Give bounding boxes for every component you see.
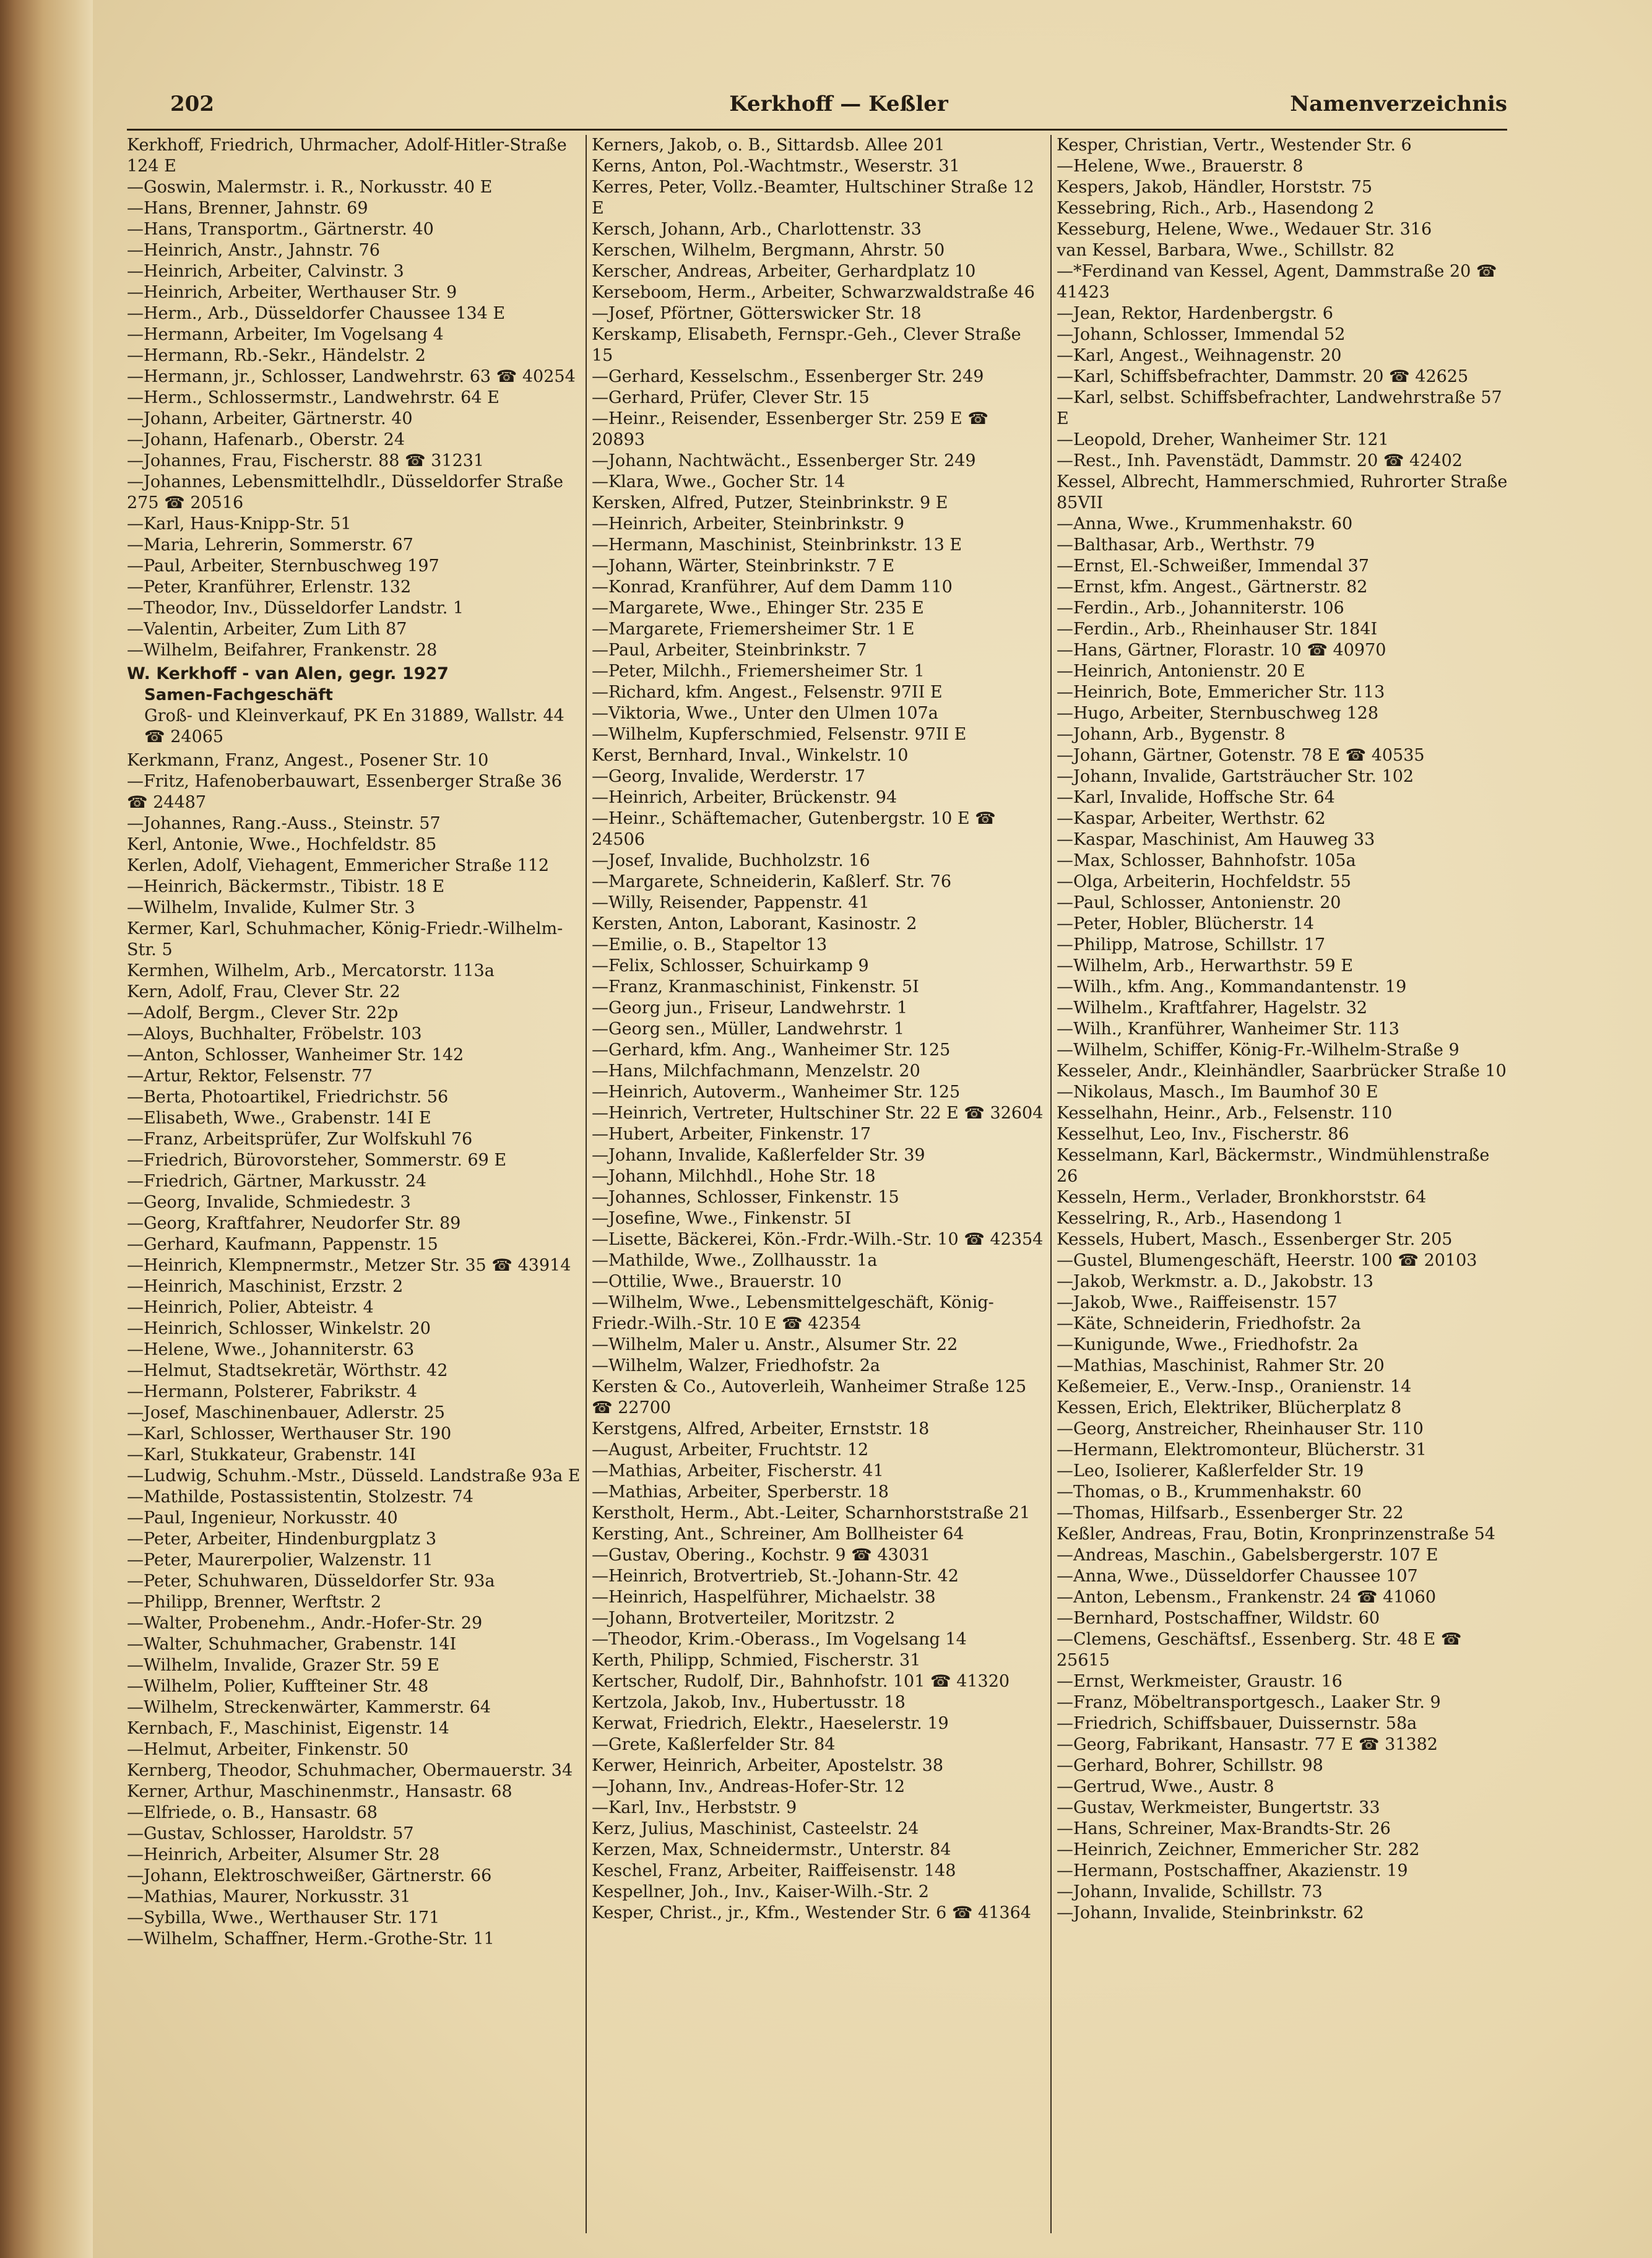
directory-entry: Kernberg, Theodor, Schuhmacher, Obermauerstr. 34 bbox=[127, 1761, 573, 1780]
directory-columns bbox=[127, 135, 1510, 2233]
directory-entry: —Wilh., kfm. Ang., Kommandantenstr. 19 bbox=[1057, 977, 1407, 997]
directory-entry: —Georg, Anstreicher, Rheinhauser Str. 110 bbox=[1057, 1419, 1424, 1438]
directory-entry: —Felix, Schlosser, Schuirkamp 9 bbox=[592, 956, 869, 975]
page-header bbox=[170, 92, 1507, 129]
directory-entry: —Hermann, Rb.-Sekr., Händelstr. 2 bbox=[127, 346, 426, 365]
directory-entry: —Helene, Wwe., Johanniterstr. 63 bbox=[127, 1340, 415, 1359]
directory-entry: —Paul, Arbeiter, Steinbrinkstr. 7 bbox=[592, 641, 867, 660]
directory-entry: —Andreas, Maschin., Gabelsbergerstr. 107 E bbox=[1057, 1546, 1438, 1565]
directory-entry: —Johann, Brotverteiler, Moritzstr. 2 bbox=[592, 1609, 896, 1628]
directory-entry: —Karl, Inv., Herbststr. 9 bbox=[592, 1798, 797, 1817]
directory-entry: —Aloys, Buchhalter, Fröbelstr. 103 bbox=[127, 1024, 422, 1044]
directory-entry: —Wilhelm, Schaffner, Herm.-Grothe-Str. 11 bbox=[127, 1929, 495, 1949]
directory-entry: —Johann, Nachtwächt., Essenberger Str. 249 bbox=[592, 451, 976, 470]
directory-entry: —Wilhelm, Invalide, Grazer Str. 59 E bbox=[127, 1656, 439, 1675]
directory-entry: Kerseboom, Herm., Arbeiter, Schwarzwaldstraße 46 bbox=[592, 283, 1035, 302]
directory-entry: —Ernst, El.-Schweißer, Immendal 37 bbox=[1057, 556, 1369, 576]
directory-entry: —Hermann, Maschinist, Steinbrinkstr. 13 E bbox=[592, 535, 962, 555]
directory-entry: —Gustav, Werkmeister, Bungertstr. 33 bbox=[1057, 1798, 1380, 1817]
directory-entry: —Mathias, Arbeiter, Sperberstr. 18 bbox=[592, 1482, 889, 1502]
directory-entry: —Friedrich, Gärtner, Markusstr. 24 bbox=[127, 1172, 427, 1191]
advertisement-text: Groß- und Kleinverkauf, PK En 31889, Wallstr. 44 ☎ 24065 bbox=[144, 706, 564, 746]
directory-entry: van Kessel, Barbara, Wwe., Schillstr. 82 bbox=[1057, 241, 1395, 260]
directory-entry: —Thomas, Hilfsarb., Essenberger Str. 22 bbox=[1057, 1503, 1404, 1523]
directory-entry: —Jean, Rektor, Hardenbergstr. 6 bbox=[1057, 304, 1333, 323]
directory-entry: —Hans, Brenner, Jahnstr. 69 bbox=[127, 199, 368, 218]
directory-entry: —Philipp, Brenner, Werftstr. 2 bbox=[127, 1593, 382, 1612]
directory-entry: —Rest., Inh. Pavenstädt, Dammstr. 20 ☎ 42402 bbox=[1057, 451, 1463, 470]
directory-entry: Kernbach, F., Maschinist, Eigenstr. 14 bbox=[127, 1719, 449, 1738]
directory-entry: —Friedrich, Bürovorsteher, Sommerstr. 69 E bbox=[127, 1151, 507, 1170]
directory-entry: Kerscher, Andreas, Arbeiter, Gerhardplatz 10 bbox=[592, 262, 976, 281]
directory-column-1 bbox=[127, 135, 586, 2233]
directory-entry: —Johannes, Schlosser, Finkenstr. 15 bbox=[592, 1188, 899, 1207]
directory-entry: —Georg, Invalide, Schmiedestr. 3 bbox=[127, 1193, 411, 1212]
directory-entry: —Friedrich, Schiffsbauer, Duissernstr. 58a bbox=[1057, 1714, 1417, 1733]
directory-entry: —Heinrich, Vertreter, Hultschiner Str. 22 E ☎ 32604 bbox=[592, 1104, 1044, 1123]
directory-entry: —Goswin, Malermstr. i. R., Norkusstr. 40 E bbox=[127, 178, 493, 197]
header-rule bbox=[127, 129, 1507, 131]
directory-entry: Kerskamp, Elisabeth, Fernspr.-Geh., Clever Straße 15 bbox=[592, 325, 1021, 365]
directory-entry: —Wilhelm., Kraftfahrer, Hagelstr. 32 bbox=[1057, 998, 1368, 1018]
directory-entry: —Kaspar, Maschinist, Am Hauweg 33 bbox=[1057, 830, 1375, 849]
directory-entry: —*Ferdinand van Kessel, Agent, Dammstraße 20 ☎ 41423 bbox=[1057, 262, 1497, 302]
directory-entry: —Gustav, Schlosser, Haroldstr. 57 bbox=[127, 1824, 414, 1843]
directory-entry: —Heinrich, Arbeiter, Steinbrinkstr. 9 bbox=[592, 514, 904, 534]
directory-entry: Kerl, Antonie, Wwe., Hochfeldstr. 85 bbox=[127, 835, 437, 854]
directory-entry: —Ludwig, Schuhm.-Mstr., Düsseld. Landstraße 93a E bbox=[127, 1466, 581, 1486]
directory-entry: Kesseburg, Helene, Wwe., Wedauer Str. 316 bbox=[1057, 220, 1432, 239]
directory-entry: —Emilie, o. B., Stapeltor 13 bbox=[592, 935, 828, 954]
directory-entry: —Heinrich, Maschinist, Erzstr. 2 bbox=[127, 1277, 404, 1296]
directory-entry: Kessel, Albrecht, Hammerschmied, Ruhrorter Straße 85VII bbox=[1057, 472, 1508, 513]
directory-entry: —Ferdin., Arb., Johanniterstr. 106 bbox=[1057, 599, 1344, 618]
directory-entry: —Gustav, Obering., Kochstr. 9 ☎ 43031 bbox=[592, 1546, 931, 1565]
directory-entry: Kessebring, Rich., Arb., Hasendong 2 bbox=[1057, 199, 1375, 218]
directory-entry: Kesseler, Andr., Kleinhändler, Saarbrücker Straße 10 bbox=[1057, 1062, 1507, 1081]
directory-entry: —Heinrich, Arbeiter, Calvinstr. 3 bbox=[127, 262, 404, 281]
directory-entry: —Heinrich, Klempnermstr., Metzer Str. 35 ☎ 43914 bbox=[127, 1256, 571, 1275]
directory-entry: —Heinrich, Haspelführer, Michaelstr. 38 bbox=[592, 1588, 936, 1607]
page-number: 202 bbox=[170, 92, 214, 116]
directory-entry: Kerres, Peter, Vollz.-Beamter, Hultschiner Straße 12 E bbox=[592, 178, 1034, 218]
directory-entry: —Johannes, Frau, Fischerstr. 88 ☎ 31231 bbox=[127, 451, 485, 470]
directory-entry: Kerwat, Friedrich, Elektr., Haeselerstr. 19 bbox=[592, 1714, 949, 1733]
directory-entry: —Josef, Maschinenbauer, Adlerstr. 25 bbox=[127, 1403, 445, 1422]
directory-entry: —Hans, Transportm., Gärtnerstr. 40 bbox=[127, 220, 434, 239]
directory-entry: —Valentin, Arbeiter, Zum Lith 87 bbox=[127, 620, 407, 639]
directory-entry: —Helmut, Arbeiter, Finkenstr. 50 bbox=[127, 1740, 409, 1759]
directory-entry: —Johann, Invalide, Kaßlerfelder Str. 39 bbox=[592, 1146, 925, 1165]
directory-entry: —Johann, Inv., Andreas-Hofer-Str. 12 bbox=[592, 1777, 906, 1796]
directory-entry: Kermhen, Wilhelm, Arb., Mercatorstr. 113a bbox=[127, 961, 495, 980]
directory-entry: —Josef, Pförtner, Götterswicker Str. 18 bbox=[592, 304, 922, 323]
directory-entry: —Jakob, Wwe., Raiffeisenstr. 157 bbox=[1057, 1293, 1338, 1312]
directory-entry: —Willy, Reisender, Pappenstr. 41 bbox=[592, 893, 870, 912]
directory-entry: Kerth, Philipp, Schmied, Fischerstr. 31 bbox=[592, 1651, 921, 1670]
directory-entry: —Berta, Photoartikel, Friedrichstr. 56 bbox=[127, 1088, 449, 1107]
directory-entry: —Karl, Stukkateur, Grabenstr. 14I bbox=[127, 1445, 416, 1464]
directory-entry: Kesseln, Herm., Verlader, Bronkhorststr. 64 bbox=[1057, 1188, 1427, 1207]
directory-entry: Kerwer, Heinrich, Arbeiter, Apostelstr. 38 bbox=[592, 1756, 944, 1775]
directory-entry: —Leo, Isolierer, Kaßlerfelder Str. 19 bbox=[1057, 1461, 1364, 1481]
directory-entry: —Johann, Elektroschweißer, Gärtnerstr. 66 bbox=[127, 1866, 492, 1885]
directory-entry: —Käte, Schneiderin, Friedhofstr. 2a bbox=[1057, 1314, 1361, 1333]
directory-entry: Kespellner, Joh., Inv., Kaiser-Wilh.-Str. 2 bbox=[592, 1882, 929, 1901]
directory-entry: —Peter, Schuhwaren, Düsseldorfer Str. 93a bbox=[127, 1572, 495, 1591]
directory-entry: —Heinrich, Arbeiter, Brückenstr. 94 bbox=[592, 788, 897, 807]
directory-entry: —Wilhelm, Beifahrer, Frankenstr. 28 bbox=[127, 641, 438, 660]
directory-entry: —Konrad, Kranführer, Auf dem Damm 110 bbox=[592, 577, 953, 597]
directory-entry: Kerners, Jakob, o. B., Sittardsb. Allee 201 bbox=[592, 136, 945, 155]
directory-entry: —Peter, Arbeiter, Hindenburgplatz 3 bbox=[127, 1529, 437, 1549]
directory-entry: Kerns, Anton, Pol.-Wachtmstr., Weserstr. 31 bbox=[592, 157, 960, 176]
directory-entry: —Heinrich, Bote, Emmericher Str. 113 bbox=[1057, 683, 1385, 702]
directory-entry: —Balthasar, Arb., Werthstr. 79 bbox=[1057, 535, 1315, 555]
directory-entry: —Anna, Wwe., Krummenhakstr. 60 bbox=[1057, 514, 1353, 534]
directory-entry: Kersten & Co., Autoverleih, Wanheimer Straße 125 ☎ 22700 bbox=[592, 1377, 1027, 1417]
directory-entry: Kesper, Christ., jr., Kfm., Westender Str. 6 ☎ 41364 bbox=[592, 1903, 1031, 1923]
directory-entry: —Peter, Maurerpolier, Walzenstr. 11 bbox=[127, 1551, 433, 1570]
directory-entry: —Anton, Lebensm., Frankenstr. 24 ☎ 41060 bbox=[1057, 1588, 1437, 1607]
directory-entry: —Johann, Invalide, Steinbrinkstr. 62 bbox=[1057, 1903, 1364, 1923]
directory-entry: —Paul, Ingenieur, Norkusstr. 40 bbox=[127, 1508, 398, 1528]
directory-entry: —Heinrich, Autoverm., Wanheimer Str. 125 bbox=[592, 1083, 961, 1102]
directory-entry: Kesselring, R., Arb., Hasendong 1 bbox=[1057, 1209, 1344, 1228]
directory-entry: —Johann, Schlosser, Immendal 52 bbox=[1057, 325, 1346, 344]
directory-entry: —Hans, Milchfachmann, Menzelstr. 20 bbox=[592, 1062, 920, 1081]
directory-column-2 bbox=[586, 135, 1050, 2233]
directory-entry: Kerschen, Wilhelm, Bergmann, Ahrstr. 50 bbox=[592, 241, 945, 260]
directory-entry: —Wilhelm, Arb., Herwarthstr. 59 E bbox=[1057, 956, 1353, 975]
directory-entry: Kersch, Johann, Arb., Charlottenstr. 33 bbox=[592, 220, 922, 239]
directory-entry: —Max, Schlosser, Bahnhofstr. 105a bbox=[1057, 851, 1356, 870]
directory-entry: —Theodor, Inv., Düsseldorfer Landstr. 1 bbox=[127, 599, 464, 618]
directory-entry: —Wilhelm, Polier, Kuffteiner Str. 48 bbox=[127, 1677, 429, 1696]
directory-entry: —Gerhard, Bohrer, Schillstr. 98 bbox=[1057, 1756, 1323, 1775]
directory-entry: —Heinrich, Brotvertrieb, St.-Johann-Str. 42 bbox=[592, 1567, 959, 1586]
directory-entry: —Georg, Invalide, Werderstr. 17 bbox=[592, 767, 866, 786]
directory-entry: —Wilhelm, Kupferschmied, Felsenstr. 97II E bbox=[592, 725, 967, 744]
directory-entry: —Theodor, Krim.-Oberass., Im Vogelsang 14 bbox=[592, 1630, 967, 1649]
directory-entry: —Ferdin., Arb., Rheinhauser Str. 184I bbox=[1057, 620, 1378, 639]
directory-entry: —Wilhelm, Maler u. Anstr., Alsumer Str. 22 bbox=[592, 1335, 958, 1354]
directory-entry: —Hans, Schreiner, Max-Brandts-Str. 26 bbox=[1057, 1819, 1391, 1838]
directory-entry: —Wilhelm, Streckenwärter, Kammerstr. 64 bbox=[127, 1698, 491, 1717]
directory-entry: —Maria, Lehrerin, Sommerstr. 67 bbox=[127, 535, 413, 555]
directory-entry: —Wilhelm, Schiffer, König-Fr.-Wilhelm-Straße 9 bbox=[1057, 1040, 1460, 1060]
directory-entry: —Georg, Kraftfahrer, Neudorfer Str. 89 bbox=[127, 1214, 461, 1233]
directory-entry: Kerkmann, Franz, Angest., Posener Str. 10 bbox=[127, 751, 489, 770]
directory-entry: —Anton, Schlosser, Wanheimer Str. 142 bbox=[127, 1045, 464, 1065]
directory-entry: —Gerhard, Kaufmann, Pappenstr. 15 bbox=[127, 1235, 438, 1254]
directory-entry: —Johann, Milchhdl., Hohe Str. 18 bbox=[592, 1167, 876, 1186]
directory-entry: —Grete, Kaßlerfelder Str. 84 bbox=[592, 1735, 836, 1754]
directory-entry: —Margarete, Wwe., Ehinger Str. 235 E bbox=[592, 599, 924, 618]
directory-entry: —Gerhard, Kesselschm., Essenberger Str. 249 bbox=[592, 367, 984, 386]
directory-entry: —Wilhelm, Invalide, Kulmer Str. 3 bbox=[127, 898, 415, 917]
directory-entry: —Hermann, Postschaffner, Akazienstr. 19 bbox=[1057, 1861, 1408, 1880]
directory-entry: —Karl, Haus-Knipp-Str. 51 bbox=[127, 514, 352, 534]
directory-entry: —Mathias, Arbeiter, Fischerstr. 41 bbox=[592, 1461, 884, 1481]
directory-entry: Keßler, Andreas, Frau, Botin, Kronprinzenstraße 54 bbox=[1057, 1525, 1495, 1544]
directory-entry: —Hugo, Arbeiter, Sternbuschweg 128 bbox=[1057, 704, 1379, 723]
directory-entry: —Sybilla, Wwe., Werthauser Str. 171 bbox=[127, 1908, 440, 1927]
directory-entry: —Mathilde, Wwe., Zollhausstr. 1a bbox=[592, 1251, 878, 1270]
directory-entry: —Heinrich, Arbeiter, Alsumer Str. 28 bbox=[127, 1845, 440, 1864]
directory-entry: —Hans, Gärtner, Florastr. 10 ☎ 40970 bbox=[1057, 641, 1386, 660]
directory-entry: —Mathilde, Postassistentin, Stolzestr. 74 bbox=[127, 1487, 474, 1507]
directory-entry: —Wilhelm, Walzer, Friedhofstr. 2a bbox=[592, 1356, 881, 1375]
directory-entry: —Heinr., Reisender, Essenberger Str. 259 E ☎ 20893 bbox=[592, 409, 988, 449]
directory-entry: Kersten, Anton, Laborant, Kasinostr. 2 bbox=[592, 914, 917, 933]
directory-entry: Kerz, Julius, Maschinist, Casteelstr. 24 bbox=[592, 1819, 919, 1838]
directory-entry: Kesselhut, Leo, Inv., Fischerstr. 86 bbox=[1057, 1125, 1349, 1144]
directory-entry: —Peter, Hobler, Blücherstr. 14 bbox=[1057, 914, 1315, 933]
directory-entry: —Heinrich, Anstr., Jahnstr. 76 bbox=[127, 241, 380, 260]
directory-entry: —Peter, Milchh., Friemersheimer Str. 1 bbox=[592, 662, 925, 681]
directory-entry: Keßemeier, E., Verw.-Insp., Oranienstr. 14 bbox=[1057, 1377, 1412, 1396]
directory-entry: —Lisette, Bäckerei, Kön.-Frdr.-Wilh.-Str. 10 ☎ 42354 bbox=[592, 1230, 1044, 1249]
directory-entry: —Mathias, Maurer, Norkusstr. 31 bbox=[127, 1887, 411, 1906]
directory-entry: —Herm., Arb., Düsseldorfer Chaussee 134 E bbox=[127, 304, 506, 323]
directory-entry: Kerstholt, Herm., Abt.-Leiter, Scharnhorststraße 21 bbox=[592, 1503, 1031, 1523]
directory-entry: —Richard, kfm. Angest., Felsenstr. 97II E bbox=[592, 683, 943, 702]
directory-entry: —Jakob, Werkmstr. a. D., Jakobstr. 13 bbox=[1057, 1272, 1373, 1291]
directory-entry: Kesselmann, Karl, Bäckermstr., Windmühlenstraße 26 bbox=[1057, 1146, 1490, 1186]
directory-entry: —Johann, Gärtner, Gotenstr. 78 E ☎ 40535 bbox=[1057, 746, 1425, 765]
directory-entry: —Georg sen., Müller, Landwehrstr. 1 bbox=[592, 1019, 905, 1039]
directory-entry: —Ernst, kfm. Angest., Gärtnerstr. 82 bbox=[1057, 577, 1368, 597]
advertisement-name: W. Kerkhoff - van Alen, gegr. 1927 bbox=[127, 664, 449, 683]
directory-entry: —Wilh., Kranführer, Wanheimer Str. 113 bbox=[1057, 1019, 1399, 1039]
directory-entry: Kespers, Jakob, Händler, Horststr. 75 bbox=[1057, 178, 1373, 197]
directory-entry: Kersting, Ant., Schreiner, Am Bollheister 64 bbox=[592, 1525, 964, 1544]
directory-column-3 bbox=[1050, 135, 1510, 2233]
directory-entry: —Paul, Arbeiter, Sternbuschweg 197 bbox=[127, 556, 439, 576]
directory-entry: —Fritz, Hafenoberbauwart, Essenberger Straße 36 ☎ 24487 bbox=[127, 772, 562, 812]
directory-entry: —Johann, Arbeiter, Gärtnerstr. 40 bbox=[127, 409, 413, 428]
directory-entry: Kertzola, Jakob, Inv., Hubertusstr. 18 bbox=[592, 1693, 906, 1712]
directory-entry: —Hermann, Elektromonteur, Blücherstr. 31 bbox=[1057, 1440, 1427, 1460]
directory-entry: Kerlen, Adolf, Viehagent, Emmericher Straße 112 bbox=[127, 856, 550, 875]
section-title: Namenverzeichnis bbox=[1290, 92, 1507, 116]
directory-entry: —Johann, Hafenarb., Oberstr. 24 bbox=[127, 430, 405, 449]
directory-entry: Kesper, Christian, Vertr., Westender Str. 6 bbox=[1057, 136, 1412, 155]
directory-entry: Kern, Adolf, Frau, Clever Str. 22 bbox=[127, 982, 400, 1001]
directory-entry: —Franz, Arbeitsprüfer, Zur Wolfskuhl 76 bbox=[127, 1130, 473, 1149]
directory-entry: —Ottilie, Wwe., Brauerstr. 10 bbox=[592, 1272, 842, 1291]
directory-entry: —Nikolaus, Masch., Im Baumhof 30 E bbox=[1057, 1083, 1378, 1102]
directory-entry: —Johann, Invalide, Gartsträucher Str. 102 bbox=[1057, 767, 1414, 786]
directory-entry: —Klara, Wwe., Gocher Str. 14 bbox=[592, 472, 845, 491]
directory-entry: Kessen, Erich, Elektriker, Blücherplatz 8 bbox=[1057, 1398, 1402, 1417]
directory-entry: —Franz, Kranmaschinist, Finkenstr. 5I bbox=[592, 977, 919, 997]
directory-entry: —Karl, Schiffsbefrachter, Dammstr. 20 ☎ 42625 bbox=[1057, 367, 1469, 386]
directory-entry: Kesselhahn, Heinr., Arb., Felsenstr. 110 bbox=[1057, 1104, 1393, 1123]
directory-entry: —Kaspar, Arbeiter, Werthstr. 62 bbox=[1057, 809, 1326, 828]
directory-entry: —Artur, Rektor, Felsenstr. 77 bbox=[127, 1066, 373, 1086]
directory-entry: —Johannes, Rang.-Auss., Steinstr. 57 bbox=[127, 814, 441, 833]
directory-entry: —Heinr., Schäftemacher, Gutenbergstr. 10 E ☎ 24506 bbox=[592, 809, 996, 849]
directory-entry: —Viktoria, Wwe., Unter den Ulmen 107a bbox=[592, 704, 938, 723]
directory-entry: —Walter, Probenehm., Andr.-Hofer-Str. 29 bbox=[127, 1614, 483, 1633]
directory-entry: —Paul, Schlosser, Antonienstr. 20 bbox=[1057, 893, 1341, 912]
directory-entry: —Johann, Wärter, Steinbrinkstr. 7 E bbox=[592, 556, 895, 576]
directory-entry: Kerner, Arthur, Maschinenmstr., Hansastr. 68 bbox=[127, 1782, 512, 1801]
directory-entry: —Karl, Invalide, Hoffsche Str. 64 bbox=[1057, 788, 1335, 807]
directory-entry: —Elisabeth, Wwe., Grabenstr. 14I E bbox=[127, 1109, 431, 1128]
directory-entry: —Josefine, Wwe., Finkenstr. 5I bbox=[592, 1209, 852, 1228]
directory-entry: —Margarete, Friemersheimer Str. 1 E bbox=[592, 620, 915, 639]
directory-entry: —Karl, Schlosser, Werthauser Str. 190 bbox=[127, 1424, 452, 1443]
directory-entry: Kerstgens, Alfred, Arbeiter, Ernststr. 18 bbox=[592, 1419, 930, 1438]
directory-entry: —Helene, Wwe., Brauerstr. 8 bbox=[1057, 157, 1304, 176]
book-binding-edge bbox=[0, 0, 93, 2258]
directory-entry: —Hermann, jr., Schlosser, Landwehrstr. 63 ☎ 40254 bbox=[127, 367, 576, 386]
directory-entry: —Heinrich, Arbeiter, Werthauser Str. 9 bbox=[127, 283, 457, 302]
directory-entry: —Elfriede, o. B., Hansastr. 68 bbox=[127, 1803, 378, 1822]
directory-entry: —Georg jun., Friseur, Landwehrstr. 1 bbox=[592, 998, 908, 1018]
directory-entry: —Gertrud, Wwe., Austr. 8 bbox=[1057, 1777, 1274, 1796]
directory-entry: —Peter, Kranführer, Erlenstr. 132 bbox=[127, 577, 412, 597]
advertisement-block bbox=[127, 664, 581, 748]
directory-entry: —Heinrich, Bäckermstr., Tibistr. 18 E bbox=[127, 877, 445, 896]
directory-entry: Kermer, Karl, Schuhmacher, König-Friedr.-Wilhelm-Str. 5 bbox=[127, 919, 563, 959]
directory-entry: Kerzen, Max, Schneidermstr., Unterstr. 84 bbox=[592, 1840, 951, 1859]
directory-entry: —Heinrich, Schlosser, Winkelstr. 20 bbox=[127, 1319, 431, 1338]
directory-entry: —Walter, Schuhmacher, Grabenstr. 14I bbox=[127, 1635, 457, 1654]
directory-entry: Kessels, Hubert, Masch., Essenberger Str. 205 bbox=[1057, 1230, 1453, 1249]
directory-entry: —Johann, Invalide, Schillstr. 73 bbox=[1057, 1882, 1323, 1901]
directory-entry: —Josef, Invalide, Buchholzstr. 16 bbox=[592, 851, 870, 870]
directory-entry: —Heinrich, Zeichner, Emmericher Str. 282 bbox=[1057, 1840, 1420, 1859]
directory-entry: —Georg, Fabrikant, Hansastr. 77 E ☎ 31382 bbox=[1057, 1735, 1438, 1754]
directory-entry: Kertscher, Rudolf, Dir., Bahnhofstr. 101 ☎ 41320 bbox=[592, 1672, 1010, 1691]
directory-entry: —Karl, selbst. Schiffsbefrachter, Landwehrstraße 57 E bbox=[1057, 388, 1502, 428]
directory-entry: Keschel, Franz, Arbeiter, Raiffeisenstr. 148 bbox=[592, 1861, 956, 1880]
directory-entry: —Gustel, Blumengeschäft, Heerstr. 100 ☎ 20103 bbox=[1057, 1251, 1477, 1270]
directory-entry: —Anna, Wwe., Düsseldorfer Chaussee 107 bbox=[1057, 1567, 1418, 1586]
directory-entry: —Heinrich, Antonienstr. 20 E bbox=[1057, 662, 1305, 681]
directory-entry: —Kunigunde, Wwe., Friedhofstr. 2a bbox=[1057, 1335, 1359, 1354]
directory-entry: —Wilhelm, Wwe., Lebensmittelgeschäft, König-Friedr.-Wilh.-Str. 10 E ☎ 42354 bbox=[592, 1293, 994, 1333]
directory-entry: —Johannes, Lebensmittelhdlr., Düsseldorfer Straße 275 ☎ 20516 bbox=[127, 472, 563, 513]
directory-entry: —Adolf, Bergm., Clever Str. 22p bbox=[127, 1003, 399, 1023]
directory-entry: —Ernst, Werkmeister, Graustr. 16 bbox=[1057, 1672, 1343, 1691]
page-title: Kerkhoff — Keßler bbox=[729, 92, 948, 116]
directory-entry: —Herm., Schlossermstr., Landwehrstr. 64 E bbox=[127, 388, 499, 407]
directory-entry: —Hubert, Arbeiter, Finkenstr. 17 bbox=[592, 1125, 871, 1144]
directory-entry: Kerkhoff, Friedrich, Uhrmacher, Adolf-Hitler-Straße 124 E bbox=[127, 136, 567, 176]
directory-entry: —Hermann, Arbeiter, Im Vogelsang 4 bbox=[127, 325, 444, 344]
advertisement-subtitle: Samen-Fachgeschäft bbox=[144, 686, 333, 704]
directory-entry: —Heinrich, Polier, Abteistr. 4 bbox=[127, 1298, 374, 1317]
directory-entry: —Mathias, Maschinist, Rahmer Str. 20 bbox=[1057, 1356, 1385, 1375]
directory-entry: Kerst, Bernhard, Inval., Winkelstr. 10 bbox=[592, 746, 909, 765]
directory-entry: —Clemens, Geschäftsf., Essenberg. Str. 48 E ☎ 25615 bbox=[1057, 1630, 1462, 1670]
directory-entry: —Karl, Angest., Weihnagenstr. 20 bbox=[1057, 346, 1342, 365]
directory-entry: —Helmut, Stadtsekretär, Wörthstr. 42 bbox=[127, 1361, 448, 1380]
directory-entry: —Franz, Möbeltransportgesch., Laaker Str. 9 bbox=[1057, 1693, 1441, 1712]
directory-entry: —Gerhard, kfm. Ang., Wanheimer Str. 125 bbox=[592, 1040, 951, 1060]
directory-entry: —Hermann, Polsterer, Fabrikstr. 4 bbox=[127, 1382, 417, 1401]
directory-entry: Kersken, Alfred, Putzer, Steinbrinkstr. 9 E bbox=[592, 493, 948, 513]
directory-entry: —Johann, Arb., Bygenstr. 8 bbox=[1057, 725, 1286, 744]
directory-entry: —Philipp, Matrose, Schillstr. 17 bbox=[1057, 935, 1326, 954]
directory-entry: —Leopold, Dreher, Wanheimer Str. 121 bbox=[1057, 430, 1389, 449]
directory-entry: —Margarete, Schneiderin, Kaßlerf. Str. 76 bbox=[592, 872, 952, 891]
directory-entry: —August, Arbeiter, Fruchtstr. 12 bbox=[592, 1440, 869, 1460]
directory-entry: —Thomas, o B., Krummenhakstr. 60 bbox=[1057, 1482, 1362, 1502]
directory-entry: —Bernhard, Postschaffner, Wildstr. 60 bbox=[1057, 1609, 1380, 1628]
directory-entry: —Olga, Arbeiterin, Hochfeldstr. 55 bbox=[1057, 872, 1351, 891]
directory-entry: —Gerhard, Prüfer, Clever Str. 15 bbox=[592, 388, 870, 407]
